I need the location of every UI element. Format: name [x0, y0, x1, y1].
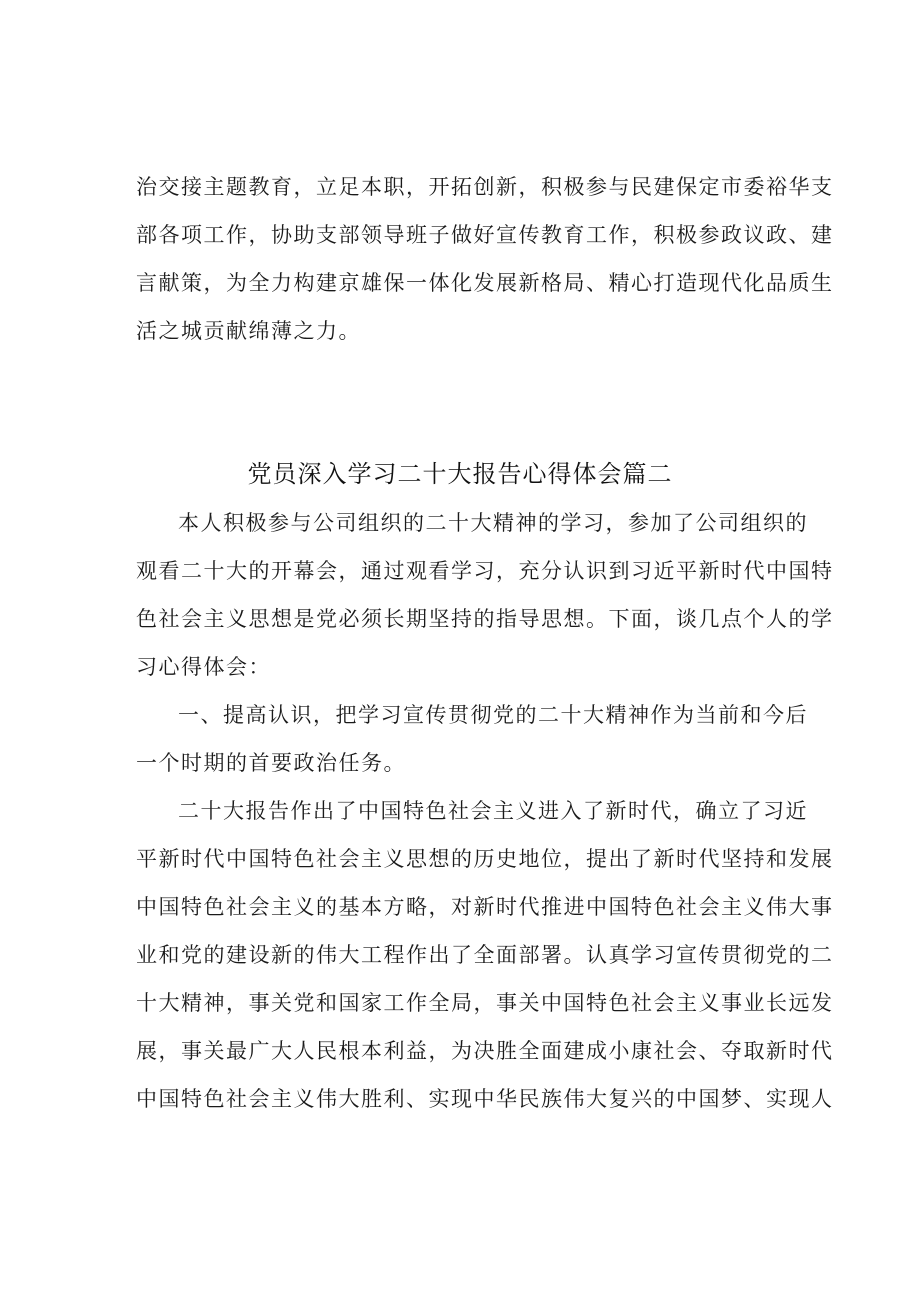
section-title: 党员深入学习二十大报告心得体会篇二: [247, 460, 673, 488]
text-line: 展，事关最广大人民根本利益，为决胜全面建成小康社会、夺取新时代: [136, 1039, 834, 1063]
text-line: 业和党的建设新的伟大工程作出了全面部署。认真学习宣传贯彻党的二: [136, 943, 834, 967]
text-line: 观看二十大的开幕会，通过观看学习，充分认识到习近平新时代中国特: [136, 559, 834, 583]
text-line: 一、提高认识，把学习宣传贯彻党的二十大精神作为当前和今后: [178, 703, 808, 727]
text-line: 色社会主义思想是党必须长期坚持的指导思想。下面，谈几点个人的学: [136, 607, 834, 631]
text-line: 治交接主题教育，立足本职，开拓创新，积极参与民建保定市委裕华支: [136, 175, 834, 199]
text-line: 部各项工作，协助支部领导班子做好宣传教育工作，积极参政议政、建: [136, 223, 834, 247]
text-line: 中国特色社会主义伟大胜利、实现中华民族伟大复兴的中国梦、实现人: [136, 1087, 834, 1111]
text-line: 一个时期的首要政治任务。: [136, 751, 406, 775]
text-line: 活之城贡献绵薄之力。: [136, 319, 361, 343]
text-line: 言献策，为全力构建京雄保一体化发展新格局、精心打造现代化品质生: [136, 271, 834, 295]
text-line: 二十大报告作出了中国特色社会主义进入了新时代，确立了习近: [178, 799, 808, 823]
text-line: 平新时代中国特色社会主义思想的历史地位，提出了新时代坚持和发展: [136, 847, 834, 871]
text-line: 习心得体会：: [136, 655, 271, 679]
text-line: 十大精神，事关党和国家工作全局，事关中国特色社会主义事业长远发: [136, 991, 834, 1015]
text-line: 中国特色社会主义的基本方略，对新时代推进中国特色社会主义伟大事: [136, 895, 834, 919]
text-line: 本人积极参与公司组织的二十大精神的学习，参加了公司组织的: [178, 511, 808, 535]
